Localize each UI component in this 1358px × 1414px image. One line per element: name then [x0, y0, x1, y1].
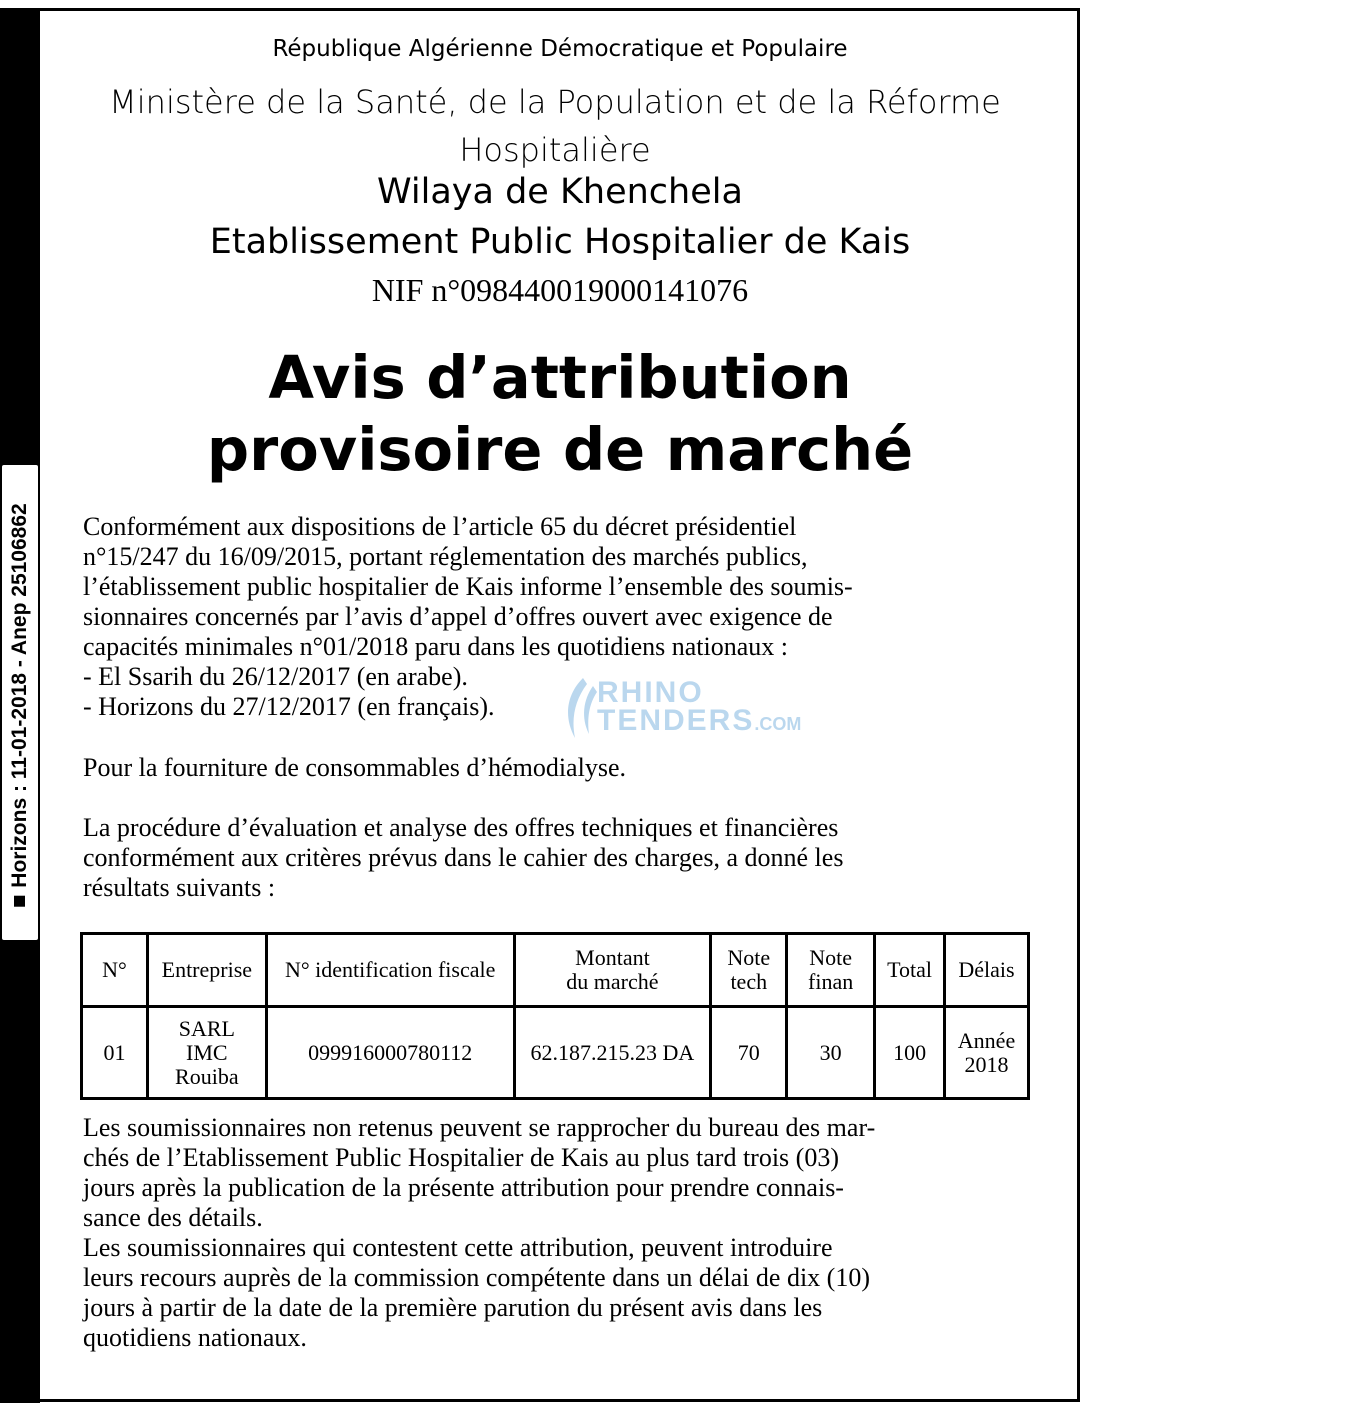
cell-fin-score: 30: [787, 1007, 875, 1099]
results-table: [80, 932, 1030, 1100]
closing-line: sance des détails.: [83, 1203, 263, 1232]
rhino-tenders-watermark: [553, 676, 813, 740]
notice-title-line-2: provisoire de marché: [206, 415, 914, 484]
intro-line: Conformément aux dispositions de l’article 65 du décret présidentiel: [83, 512, 797, 541]
header-num: N°: [82, 934, 148, 1007]
intro-line: n°15/247 du 16/09/2015, portant réglementation des marchés publics,: [83, 542, 808, 571]
header-fin-line-1: Note: [809, 945, 853, 971]
delay-line-2: 2018: [964, 1051, 1009, 1077]
closing-line: quotidiens nationaux.: [83, 1323, 307, 1352]
header-delay: Délais: [945, 934, 1029, 1007]
procedure-paragraph: [83, 813, 1033, 903]
watermark-suffix: .COM: [754, 714, 802, 734]
header-company: Entreprise: [147, 934, 266, 1007]
company-line-2: IMC: [186, 1039, 228, 1065]
notice-title-line-1: Avis d’attribution: [268, 343, 852, 412]
header-amount-line-2: du marché: [566, 969, 659, 995]
closing-line: chés de l’Etablissement Public Hospitalier de Kais au plus tard trois (03): [83, 1143, 839, 1172]
header-tech-line-1: Note: [727, 945, 771, 971]
header-tech-score: [711, 934, 787, 1007]
closing-line: Les soumissionnaires qui contestent cette attribution, peuvent introduire: [83, 1233, 833, 1262]
square-bullet-icon: [14, 896, 25, 907]
closing-line: jours à partir de la date de la première parution du présent avis dans les: [83, 1293, 823, 1322]
establishment-heading: Etablissement Public Hospitalier de Kais: [209, 222, 911, 262]
delay-line-1: Année: [957, 1027, 1016, 1053]
procedure-line: La procédure d’évaluation et analyse des offres techniques et financières: [83, 813, 839, 842]
watermark-line-2: [597, 704, 801, 738]
cell-amount: 62.187.215.23 DA: [514, 1007, 711, 1099]
intro-line: l’établissement public hospitalier de Kais informe l’ensemble des soumis-: [83, 572, 853, 601]
procedure-line: conformément aux critères prévus dans le cahier des charges, a donné les: [83, 843, 844, 872]
table-row: [82, 1007, 1029, 1099]
cell-delay: [945, 1007, 1029, 1099]
header-fin-line-2: finan: [808, 969, 854, 995]
closing-paragraph: [83, 1113, 1033, 1353]
header-amount: [514, 934, 711, 1007]
header-tech-line-2: tech: [730, 969, 768, 995]
procedure-line: résultats suivants :: [83, 873, 276, 902]
header-tax-id: N° identification fiscale: [266, 934, 514, 1007]
company-line-1: SARL: [178, 1015, 235, 1041]
ministry-heading: Ministère de la Santé, de la Population et de la Réforme Hospitalière: [109, 83, 1001, 169]
cell-tax-id: 099916000780112: [266, 1007, 514, 1099]
republic-heading: République Algérienne Démocratique et Populaire: [272, 36, 848, 62]
intro-line: capacités minimales n°01/2018 paru dans les quotidiens nationaux :: [83, 632, 789, 661]
closing-line: Les soumissionnaires non retenus peuvent se rapprocher du bureau des mar-: [83, 1113, 876, 1142]
cell-num: 01: [82, 1007, 148, 1099]
header-total: Total: [875, 934, 945, 1007]
header-amount-line-1: Montant: [575, 945, 650, 971]
publication-label-text: Horizons : 11-01-2018 - Anep 25106862: [8, 503, 31, 888]
closing-line: jours après la publication de la présente attribution pour prendre connais-: [83, 1173, 844, 1202]
notice-title: [40, 342, 1080, 486]
watermark-line-1: RHINO: [597, 676, 704, 709]
nif-number: NIF n°098440019000141076: [371, 272, 749, 308]
cell-tech-score: 70: [711, 1007, 787, 1099]
intro-line: - El Ssarih du 26/12/2017 (en arabe).: [83, 662, 468, 691]
watermark-tenders: TENDERS: [597, 704, 755, 737]
supply-sentence: Pour la fourniture de consommables d’hémodialyse.: [83, 753, 626, 782]
wilaya-heading: Wilaya de Khenchela: [377, 172, 743, 212]
closing-line: leurs recours auprès de la commission compétente dans un délai de dix (10): [83, 1263, 870, 1292]
cell-company: [147, 1007, 266, 1099]
cell-total: 100: [875, 1007, 945, 1099]
header-fin-score: [787, 934, 875, 1007]
company-line-3: Rouiba: [175, 1063, 239, 1089]
intro-line: - Horizons du 27/12/2017 (en français).: [83, 692, 495, 721]
intro-line: sionnaires concernés par l’avis d’appel d’offres ouvert avec exigence de: [83, 602, 833, 631]
publication-label: [8, 503, 32, 906]
table-header-row: [82, 934, 1029, 1007]
